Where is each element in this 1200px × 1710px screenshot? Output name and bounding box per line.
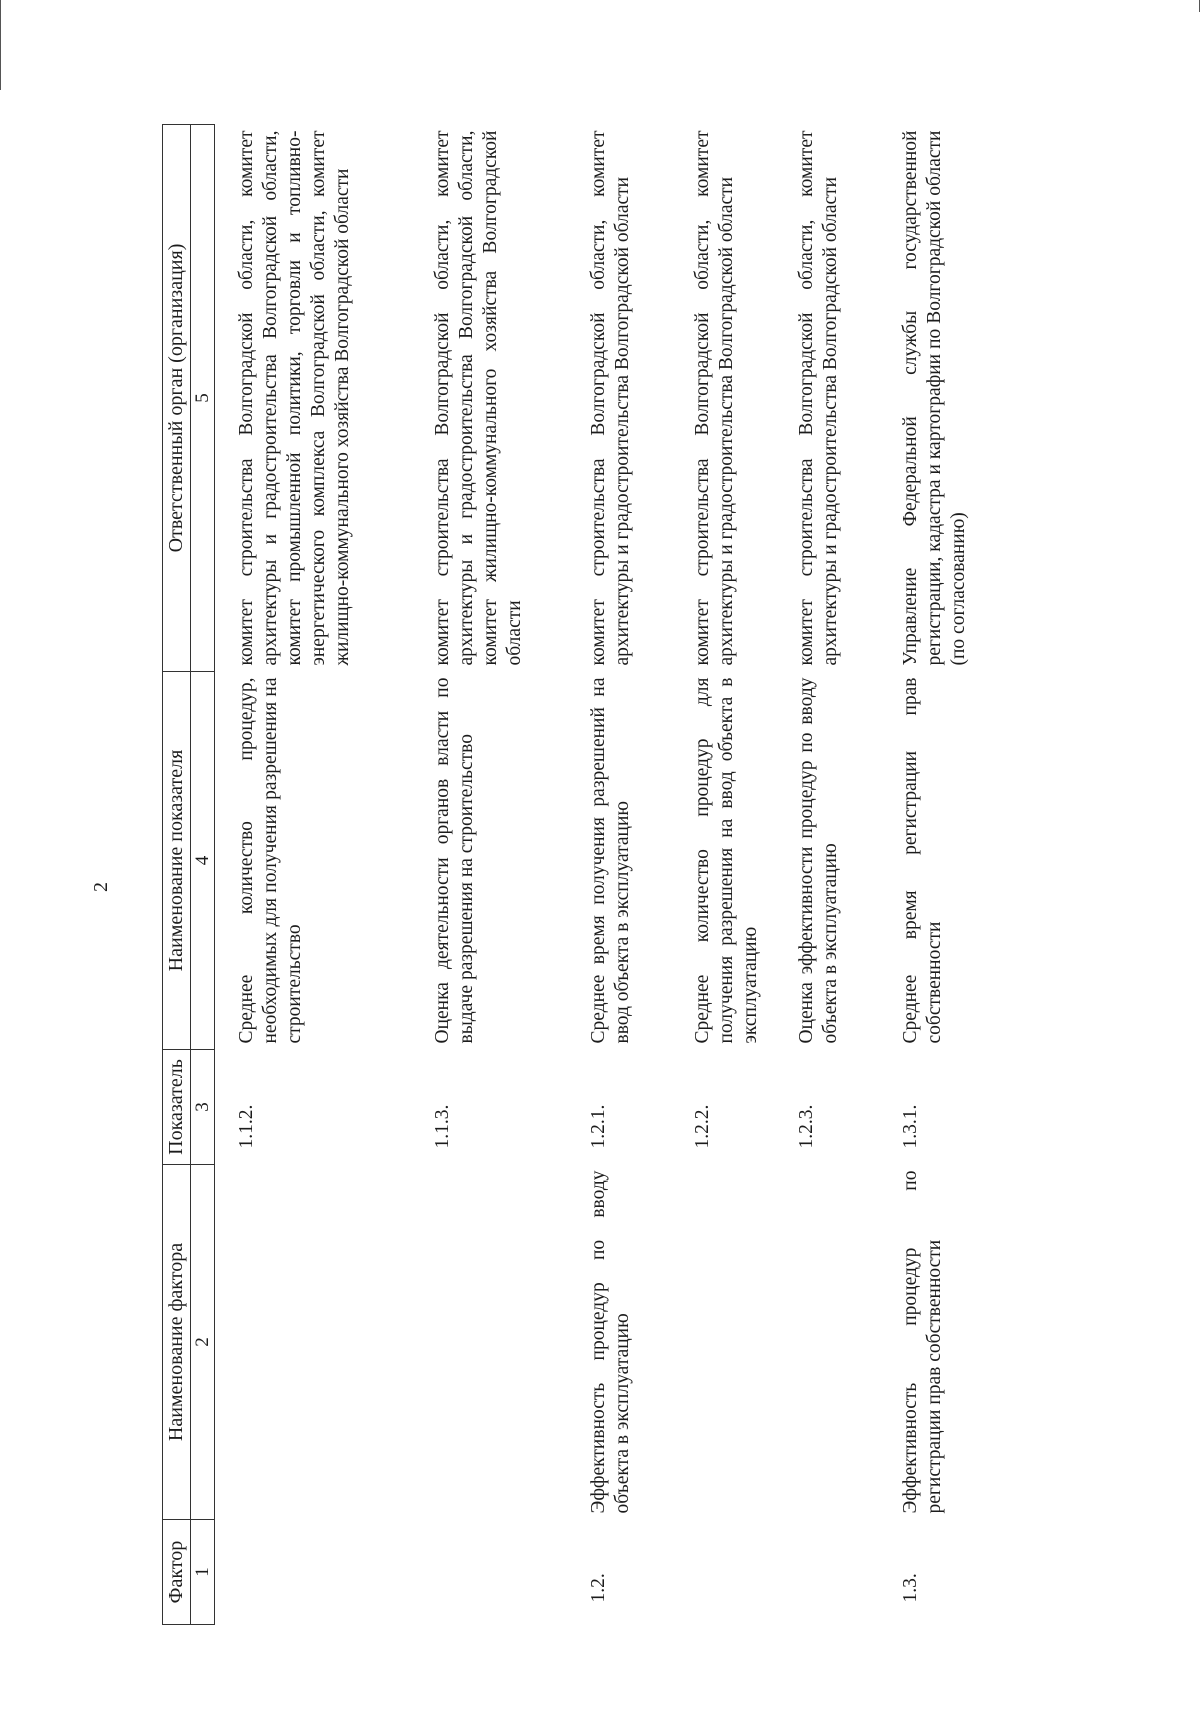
indicator-name-cell: Оценка деятельности органов власти по выдаче разрешения на строительство	[431, 677, 477, 1044]
factor-name-cell	[214, 1165, 425, 1520]
factor-cell	[425, 1520, 581, 1625]
column-number: 2	[190, 1165, 214, 1520]
table-row	[789, 125, 893, 1625]
header-indicator: Показатель	[163, 1050, 191, 1165]
table-header-row	[163, 125, 191, 1625]
indicator-cell: 1.1.3.	[431, 1104, 453, 1149]
header-factor-name: Наименование фактора	[163, 1165, 191, 1520]
indicator-name-cell: Среднее время регистрации прав собственности	[899, 677, 945, 1044]
column-number: 3	[190, 1050, 214, 1165]
indicator-cell: 1.2.3.	[795, 1104, 817, 1149]
indicator-name-cell: Среднее количество процедур, необходимых для получения разрешения на строительство	[235, 677, 305, 1044]
scan-edge-line-top	[0, 0, 1, 90]
column-number: 4	[190, 672, 214, 1050]
responsible-cell: комитет строительства Волгоградской области, комитет архитектуры и градостроительства Волгоградской области, комитет промышленной политики, торговли и топливно-энергетического комплекса Волгоградской области, комитет жилищно-коммунального хозяйства Волгоградской области	[235, 130, 353, 666]
responsible-cell: комитет строительства Волгоградской области, комитет архитектуры и градостроительства Волгоградской области	[691, 130, 737, 666]
factor-cell: 1.3.	[899, 1573, 921, 1603]
factor-cell	[685, 1520, 789, 1625]
indicator-name-cell: Среднее время получения разрешений на ввод объекта в эксплуатацию	[587, 677, 633, 1044]
responsible-cell: комитет строительства Волгоградской области, комитет архитектуры и градостроительства Волгоградской области	[587, 130, 633, 666]
factors-table	[162, 124, 1027, 1625]
responsible-cell: комитет строительства Волгоградской области, комитет архитектуры и градостроительства Волгоградской области, комитет жилищно-коммунального хозяйства Волгоградской области	[431, 130, 525, 666]
indicator-cell: 1.2.1.	[587, 1104, 609, 1149]
responsible-cell: Управление Федеральной службы государственной регистрации, кадастра и картографии по Волгоградской области (по согласованию)	[899, 130, 969, 666]
table-row	[685, 125, 789, 1625]
header-indicator-name: Наименование показателя	[163, 672, 191, 1050]
indicator-name-cell: Оценка эффективности процедур по вводу объекта в эксплуатацию	[795, 677, 841, 1044]
factor-cell	[789, 1520, 893, 1625]
column-number: 1	[190, 1520, 214, 1625]
factor-cell: 1.2.	[587, 1573, 609, 1603]
factor-name-cell	[425, 1165, 581, 1520]
factor-name-cell: Эффективность процедур по вводу объекта в эксплуатацию	[587, 1170, 633, 1514]
indicator-cell: 1.1.2.	[235, 1104, 257, 1149]
page-number: 2	[90, 882, 112, 892]
indicator-cell: 1.3.1.	[899, 1104, 921, 1149]
factor-cell	[214, 1520, 425, 1625]
factors-table-container	[162, 125, 1062, 1625]
responsible-cell: комитет строительства Волгоградской области, комитет архитектуры и градостроительства Волгоградской области	[795, 130, 841, 666]
table-row	[893, 125, 1027, 1625]
table-row	[581, 125, 685, 1625]
header-responsible: Ответственный орган (организация)	[163, 125, 191, 672]
factor-name-cell: Эффективность процедур по регистрации прав собственности	[899, 1170, 945, 1514]
column-number-row	[190, 125, 214, 1625]
column-number: 5	[190, 125, 214, 672]
table-row	[425, 125, 581, 1625]
indicator-name-cell: Среднее количество процедур для получения разрешения на ввод объекта в эксплуатацию	[691, 677, 761, 1044]
factor-name-cell	[789, 1165, 893, 1520]
header-factor: Фактор	[163, 1520, 191, 1625]
indicator-cell: 1.2.2.	[691, 1104, 713, 1149]
factor-name-cell	[685, 1165, 789, 1520]
table-row	[214, 125, 425, 1625]
